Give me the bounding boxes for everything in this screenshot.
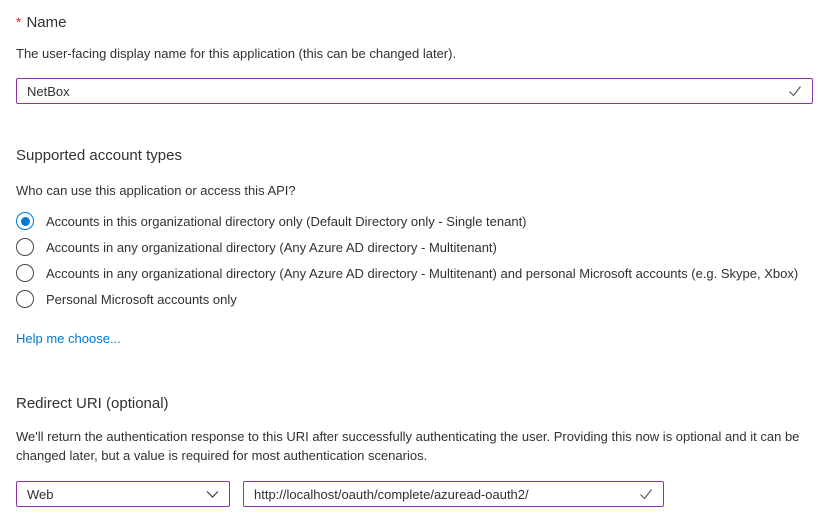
radio-option-multitenant[interactable] xyxy=(16,234,813,260)
redirect-uri-input[interactable] xyxy=(243,481,664,507)
redirect-uri-description: We'll return the authentication response to this URI after successfully authenticating the user. Providing this now is optional and it can be changed later, but a value is required for most authentication scenarios. xyxy=(16,429,800,463)
redirect-uri-row xyxy=(16,481,813,507)
checkmark-icon xyxy=(638,486,654,502)
account-types-radio-group xyxy=(16,208,813,312)
account-types-question: Who can use this application or access this API? xyxy=(16,183,296,198)
app-name-input-value: NetBox xyxy=(27,83,70,99)
name-section-title-text: Name xyxy=(26,14,67,31)
radio-button-icon[interactable] xyxy=(16,238,34,256)
required-marker: * xyxy=(16,14,22,30)
radio-option-multitenant-personal[interactable] xyxy=(16,260,813,286)
checkmark-icon xyxy=(787,83,803,99)
help-me-choose-link[interactable]: Help me choose... xyxy=(16,331,121,346)
radio-button-icon[interactable] xyxy=(16,290,34,308)
name-section-title xyxy=(16,12,813,33)
chevron-down-icon xyxy=(206,490,219,499)
radio-option-single-tenant[interactable] xyxy=(16,208,813,234)
radio-button-icon[interactable] xyxy=(16,212,34,230)
redirect-uri-section-title: Redirect URI (optional) xyxy=(16,395,169,412)
account-types-section-title: Supported account types xyxy=(16,147,182,164)
platform-select-dropdown[interactable] xyxy=(16,481,230,507)
radio-option-personal-only[interactable] xyxy=(16,286,813,312)
name-description: The user-facing display name for this application (this can be changed later). xyxy=(16,46,457,61)
radio-option-label: Accounts in this organizational directory only (Default Directory only - Single tenant) xyxy=(46,213,527,229)
radio-button-icon[interactable] xyxy=(16,264,34,282)
app-name-input[interactable] xyxy=(16,78,813,104)
redirect-uri-input-value: http://localhost/oauth/complete/azuread-oauth2/ xyxy=(254,486,529,502)
radio-option-label: Accounts in any organizational directory (Any Azure AD directory - Multitenant) and personal Microsoft accounts (e.g. Skype, Xbox) xyxy=(46,265,799,281)
radio-option-label: Personal Microsoft accounts only xyxy=(46,291,237,307)
platform-selected-value: Web xyxy=(27,486,54,502)
radio-option-label: Accounts in any organizational directory (Any Azure AD directory - Multitenant) xyxy=(46,239,497,255)
